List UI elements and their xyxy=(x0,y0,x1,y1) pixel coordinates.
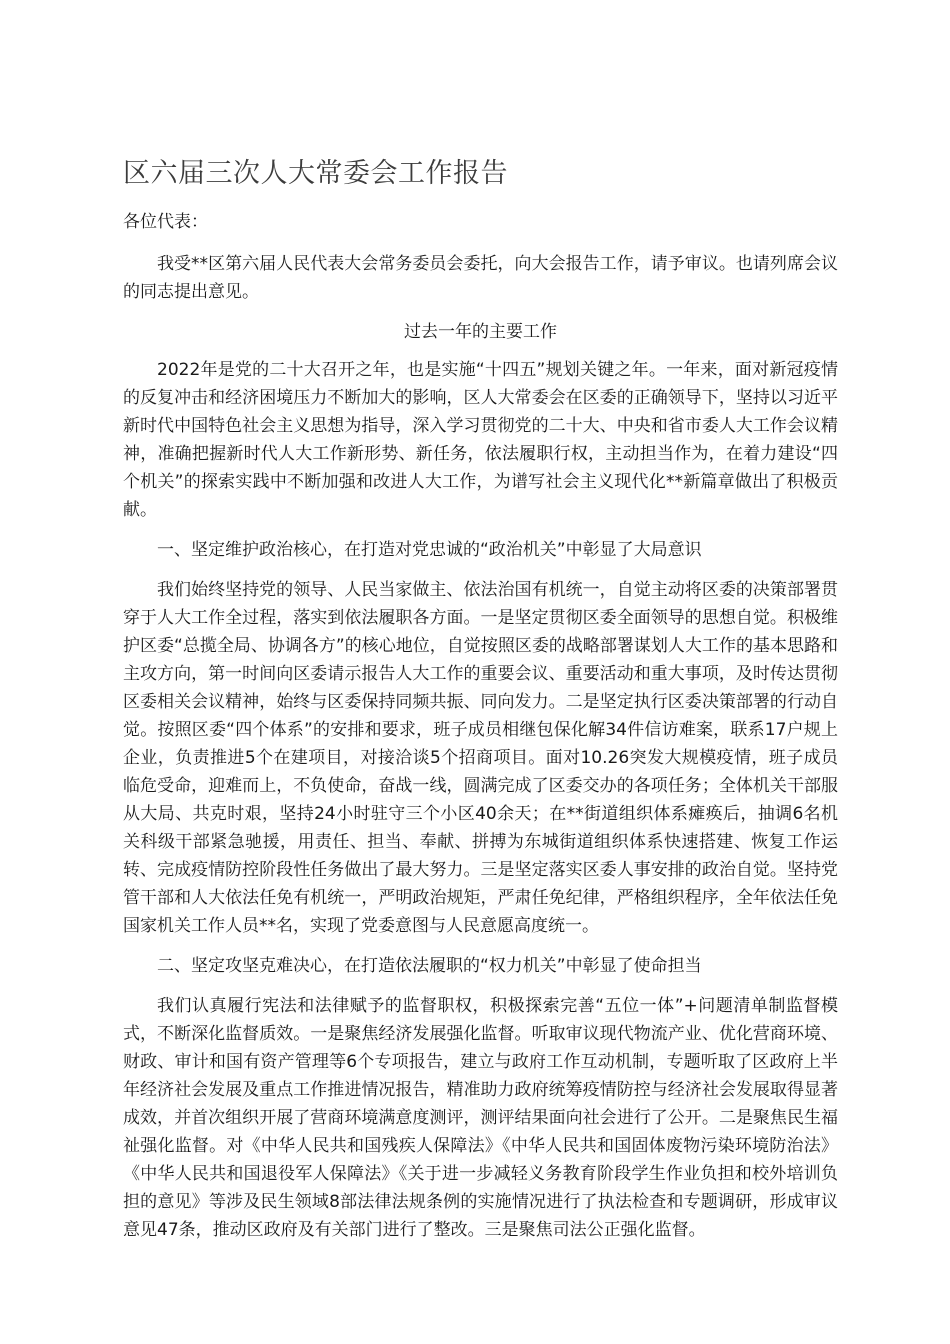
power-organ-paragraph: 我们认真履行宪法和法律赋予的监督职权，积极探索完善“五位一体”+问题清单制监督模式，不断深化监督质效。一是聚焦经济发展强化监督。听取审议现代物流产业、优化营商环境、财政、审计和国有资产管理等6个专项报告，建立与政府工作互动机制，专题听取了区政府上半年经济社会发展及重点工作推进情况报告，精准助力政府统筹疫情防控与经济社会发展取得显著成效，并首次组织开展了营商环境满意度测评，测评结果面向社会进行了公开。二是聚焦民生福祉强化监督。对《中华人民共和国残疾人保障法》《中华人民共和国固体废物污染环境防治法》《中华人民共和国退役军人保障法》《关于进一步减轻义务教育阶段学生作业负担和校外培训负担的意见》等涉及民生领域8部法律法规条例的实施情况进行了执法检查和专题调研，形成审议意见47条，推动区政府及有关部门进行了整改。三是聚焦司法公正强化监督。 xyxy=(123,996,838,1240)
intro-paragraph: 我受**区第六届人民代表大会常务委员会委托，向大会报告工作，请予审议。也请列席会议的同志提出意见。 xyxy=(123,254,838,302)
salutation: 各位代表： xyxy=(123,212,208,232)
sub-heading-political-organ: 一、坚定维护政治核心，在打造对党忠诚的“政治机关”中彰显了大局意识 xyxy=(157,540,702,560)
section-heading: 过去一年的主要工作 xyxy=(404,322,557,342)
sub-heading-power-organ: 二、坚定攻坚克难决心，在打造依法履职的“权力机关”中彰显了使命担当 xyxy=(157,956,702,976)
political-organ-paragraph: 我们始终坚持党的领导、人民当家做主、依法治国有机统一，自觉主动将区委的决策部署贯穿于人大工作全过程，落实到依法履职各方面。一是坚定贯彻区委全面领导的思想自觉。积极维护区委“总揽全局、协调各方”的核心地位，自觉按照区委的战略部署谋划人大工作的基本思路和主攻方向，第一时间向区委请示报告人大工作的重要会议、重要活动和重大事项，及时传达贯彻区委相关会议精神，始终与区委保持同频共振、同向发力。二是坚定执行区委决策部署的行动自觉。按照区委“四个体系”的安排和要求，班子成员相继包保化解34件信访难案，联系17户规上企业，负责推进5个在建项目，对接洽谈5个招商项目。面对10.26突发大规模疫情，班子成员临危受命，迎难而上，不负使命，奋战一线，圆满完成了区委交办的各项任务；全体机关干部服从大局、共克时艰，坚持24小时驻守三个小区40余天；在**街道组织体系瘫痪后，抽调6名机关科级干部紧急驰援，用责任、担当、奉献、拼搏为东城街道组织体系快速搭建、恢复工作运转、完成疫情防控阶段性任务做出了最大努力。三是坚定落实区委人事安排的政治自觉。坚持党管干部和人大依法任免有机统一，严明政治规矩，严肃任免纪律，严格组织程序，全年依法任免国家机关工作人员**名，实现了党委意图与人民意愿高度统一。 xyxy=(123,580,838,936)
document-title: 区六届三次人大常委会工作报告 xyxy=(123,158,508,189)
overview-paragraph: 2022年是党的二十大召开之年，也是实施“十四五”规划关键之年。一年来，面对新冠疫情的反复冲击和经济困境压力不断加大的影响，区人大常委会在区委的正确领导下，坚持以习近平新时代中国特色社会主义思想为指导，深入学习贯彻党的二十大、中央和省市委人大工作会议精神，准确把握新时代人大工作新形势、新任务，依法履职行权，主动担当作为，在着力建设“四个机关”的探索实践中不断加强和改进人大工作，为谱写社会主义现代化**新篇章做出了积极贡献。 xyxy=(123,360,838,520)
document-body xyxy=(123,150,838,1256)
